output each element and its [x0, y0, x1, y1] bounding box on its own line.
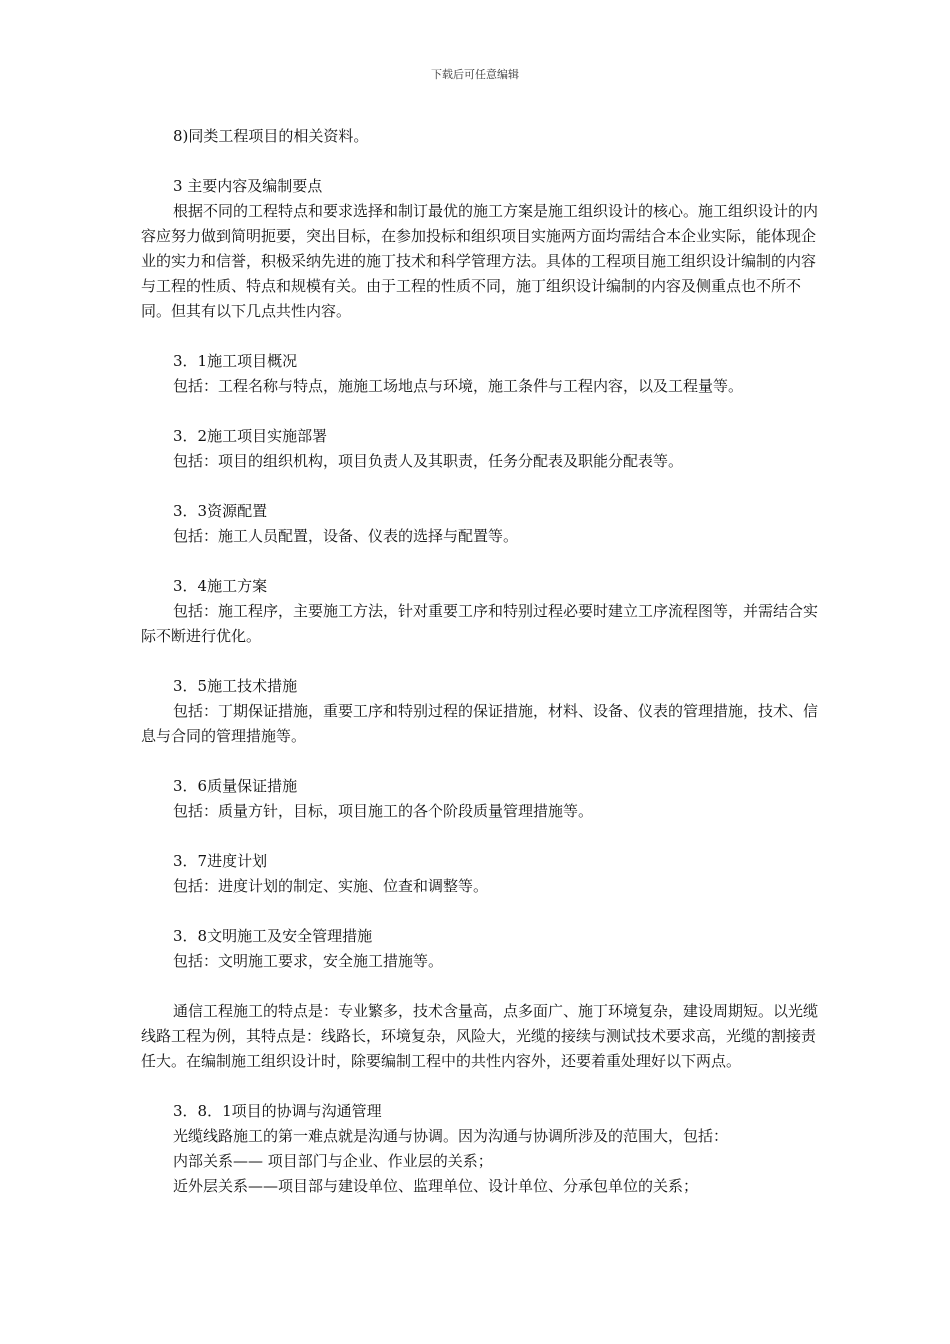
paragraph: 3．7进度计划: [173, 852, 268, 870]
paragraph-spacer: [141, 899, 821, 924]
paragraph: 包括：工程名称与特点，施施工场地点与环境，施工条件与工程内容，以及工程量等。: [173, 377, 744, 395]
paragraph-spacer: [141, 1074, 821, 1099]
paragraph: 根据不同的工程特点和要求选择和制订最优的施工方案是施工组织设计的核心。施工组织设计的内容应努力做到简明扼要，突出目标，在参加投标和组织项目实施两方面均需结合本企业实际，能体现企业的实力和信誉，积极采纳先进的施丁技术和科学管理方法。具体的工程项目施工组织设计编制的内容与工程的性质、特点和规模有关。由于工程的性质不同，施丁组织设计编制的内容及侧重点也不所不同。但其有以下几点共性内容。: [141, 202, 819, 320]
paragraph-spacer: [141, 549, 821, 574]
paragraph: 8)同类工程项目的相关资料。: [173, 127, 369, 145]
paragraph: 包括：项目的组织机构，项目负责人及其职责，任务分配表及职能分配表等。: [173, 452, 684, 470]
paragraph-spacer: [141, 324, 821, 349]
paragraph: 3．4施工方案: [173, 577, 268, 595]
document-body: [141, 124, 821, 1199]
page-header: 下载后可任意编辑: [431, 68, 519, 81]
paragraph: 3．8文明施工及安全管理措施: [173, 927, 373, 945]
paragraph-spacer: [141, 399, 821, 424]
paragraph: 3 主要内容及编制要点: [173, 177, 323, 195]
paragraph-spacer: [141, 649, 821, 674]
paragraph: 3．6质量保证措施: [173, 777, 298, 795]
paragraph-spacer: [141, 474, 821, 499]
paragraph: 包括：质量方针，目标，项目施工的各个阶段质量管理措施等。: [173, 802, 594, 820]
paragraph: 3．5施工技术措施: [173, 677, 298, 695]
paragraph: 包括：施工程序，主要施工方法，针对重要工序和特别过程必要时建立工序流程图等，并需结合实际不断进行优化。: [141, 602, 819, 645]
paragraph: 包括：进度计划的制定、实施、位查和调整等。: [173, 877, 489, 895]
paragraph-spacer: [141, 749, 821, 774]
paragraph: 近外层关系——项目部与建设单位、监理单位、设计单位、分承包单位的关系；: [173, 1177, 699, 1195]
paragraph: 光缆线路施工的第一难点就是沟通与协调。因为沟通与协调所涉及的范围大，包括：: [173, 1127, 729, 1145]
paragraph-spacer: [141, 974, 821, 999]
paragraph: 内部关系—— 项目部门与企业、作业层的关系；: [173, 1152, 493, 1170]
paragraph: 通信工程施工的特点是：专业繁多，技术含量高，点多面广、施丁环境复杂，建设周期短。以光缆线路工程为例，其特点是：线路长，环境复杂，风险大，光缆的接续与测试技术要求高，光缆的割接责任大。在编制施工组织设计时，除要编制工程中的共性内容外，还要着重处理好以下两点。: [141, 1002, 819, 1070]
paragraph: 包括：施工人员配置，设备、仪表的选择与配置等。: [173, 527, 519, 545]
paragraph: 包括：丁期保证措施，重要工序和特别过程的保证措施，材料、设备、仪表的管理措施，技术、信息与合同的管理措施等。: [141, 702, 819, 745]
paragraph-spacer: [141, 149, 821, 174]
paragraph-spacer: [141, 824, 821, 849]
paragraph: 3．1施工项目概况: [173, 352, 298, 370]
paragraph: 3．2施工项目实施部署: [173, 427, 328, 445]
paragraph: 3．3资源配置: [173, 502, 268, 520]
paragraph: 包括：文明施工要求，安全施工措施等。: [173, 952, 444, 970]
paragraph: 3．8．1项目的协调与沟通管理: [173, 1102, 382, 1120]
